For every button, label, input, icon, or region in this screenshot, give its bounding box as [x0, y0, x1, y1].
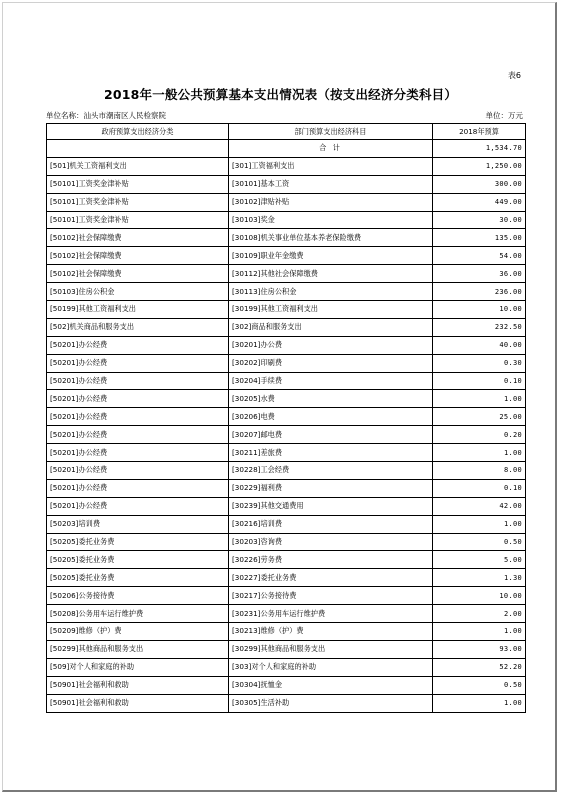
gov-category-cell: [50209]维修（护）费	[47, 623, 229, 641]
gov-category-cell: [50901]社会福利和救助	[47, 676, 229, 694]
amount-cell: 25.00	[433, 408, 526, 426]
amount-cell: 30.00	[433, 211, 526, 229]
amount-cell: 10.00	[433, 587, 526, 605]
table-number: 表6	[507, 71, 521, 80]
amount-cell: 0.10	[433, 372, 526, 390]
gov-category-cell: [50101]工资奖金津补贴	[47, 175, 229, 193]
dept-category-cell: [30207]邮电费	[229, 426, 433, 444]
gov-category-cell: [502]机关商品和服务支出	[47, 318, 229, 336]
table-row	[47, 336, 526, 354]
gov-category-cell: [50201]办公经费	[47, 390, 229, 408]
budget-table	[46, 123, 526, 713]
dept-category-cell: [30102]津贴补贴	[229, 193, 433, 211]
table-row	[47, 426, 526, 444]
header-budget-amount: 2018年预算	[433, 124, 526, 140]
amount-cell: 1,250.00	[433, 157, 526, 175]
gov-category-cell: [50102]社会保障缴费	[47, 265, 229, 283]
table-row	[47, 676, 526, 694]
gov-category-cell: [50203]培训费	[47, 515, 229, 533]
amount-cell: 36.00	[433, 265, 526, 283]
dept-category-cell: [30206]电费	[229, 408, 433, 426]
amount-cell: 300.00	[433, 175, 526, 193]
dept-category-cell: [30217]公务接待费	[229, 587, 433, 605]
page-title: 2018年一般公共预算基本支出情况表（按支出经济分类科目）	[103, 87, 458, 102]
table-row	[47, 193, 526, 211]
gov-category-cell: [50201]办公经费	[47, 354, 229, 372]
dept-category-cell: [302]商品和服务支出	[229, 318, 433, 336]
total-empty-cell	[47, 140, 229, 158]
amount-cell: 2.00	[433, 605, 526, 623]
dept-category-cell: [30108]机关事业单位基本养老保险缴费	[229, 229, 433, 247]
dept-category-cell: [301]工资福利支出	[229, 157, 433, 175]
table-row	[47, 694, 526, 712]
dept-category-cell: [30211]差旅费	[229, 444, 433, 462]
dept-category-cell: [30213]维修（护）费	[229, 623, 433, 641]
table-row	[47, 515, 526, 533]
table-row	[47, 229, 526, 247]
table-row	[47, 318, 526, 336]
amount-cell: 5.00	[433, 551, 526, 569]
table-row	[47, 408, 526, 426]
table-row	[47, 640, 526, 658]
table-row	[47, 390, 526, 408]
amount-cell: 0.50	[433, 533, 526, 551]
amount-cell: 1.00	[433, 694, 526, 712]
unit-name: 单位名称：汕头市潮南区人民检察院	[46, 111, 166, 120]
unit-label: 单位：万元	[485, 111, 523, 120]
table-row	[47, 497, 526, 515]
dept-category-cell: [30203]咨询费	[229, 533, 433, 551]
gov-category-cell: [50201]办公经费	[47, 444, 229, 462]
amount-cell: 93.00	[433, 640, 526, 658]
gov-category-cell: [50199]其他工资福利支出	[47, 301, 229, 319]
dept-category-cell: [30112]其他社会保障缴费	[229, 265, 433, 283]
dept-category-cell: [30101]基本工资	[229, 175, 433, 193]
amount-cell: 236.00	[433, 283, 526, 301]
table-row	[47, 533, 526, 551]
amount-cell: 1.00	[433, 515, 526, 533]
gov-category-cell: [50201]办公经费	[47, 408, 229, 426]
amount-cell: 8.00	[433, 462, 526, 480]
table-row	[47, 587, 526, 605]
amount-cell: 1.30	[433, 569, 526, 587]
dept-category-cell: [30231]公务用车运行维护费	[229, 605, 433, 623]
table-row	[47, 444, 526, 462]
amount-cell: 10.00	[433, 301, 526, 319]
gov-category-cell: [50103]住房公积金	[47, 283, 229, 301]
gov-category-cell: [50299]其他商品和服务支出	[47, 640, 229, 658]
dept-category-cell: [30113]住房公积金	[229, 283, 433, 301]
amount-cell: 1.00	[433, 444, 526, 462]
gov-category-cell: [50901]社会福利和救助	[47, 694, 229, 712]
table-row	[47, 157, 526, 175]
dept-category-cell: [30239]其他交通费用	[229, 497, 433, 515]
amount-cell: 1.00	[433, 623, 526, 641]
amount-cell: 40.00	[433, 336, 526, 354]
amount-cell: 135.00	[433, 229, 526, 247]
gov-category-cell: [50102]社会保障缴费	[47, 229, 229, 247]
dept-category-cell: [30202]印刷费	[229, 354, 433, 372]
gov-category-cell: [50201]办公经费	[47, 336, 229, 354]
amount-cell: 0.10	[433, 479, 526, 497]
table-row	[47, 569, 526, 587]
dept-category-cell: [303]对个人和家庭的补助	[229, 658, 433, 676]
dept-category-cell: [30204]手续费	[229, 372, 433, 390]
total-amount: 1,534.70	[433, 140, 526, 158]
dept-category-cell: [30304]抚恤金	[229, 676, 433, 694]
gov-category-cell: [50201]办公经费	[47, 372, 229, 390]
amount-cell: 42.00	[433, 497, 526, 515]
gov-category-cell: [50205]委托业务费	[47, 569, 229, 587]
total-label: 合 计	[229, 140, 433, 158]
amount-cell: 52.20	[433, 658, 526, 676]
gov-category-cell: [501]机关工资福利支出	[47, 157, 229, 175]
table-row	[47, 354, 526, 372]
gov-category-cell: [50208]公务用车运行维护费	[47, 605, 229, 623]
gov-category-cell: [50206]公务接待费	[47, 587, 229, 605]
amount-cell: 0.50	[433, 676, 526, 694]
dept-category-cell: [30216]培训费	[229, 515, 433, 533]
gov-category-cell: [509]对个人和家庭的补助	[47, 658, 229, 676]
gov-category-cell: [50201]办公经费	[47, 462, 229, 480]
dept-category-cell: [30201]办公费	[229, 336, 433, 354]
table-row	[47, 175, 526, 193]
gov-category-cell: [50205]委托业务费	[47, 533, 229, 551]
dept-category-cell: [30109]职业年金缴费	[229, 247, 433, 265]
gov-category-cell: [50201]办公经费	[47, 426, 229, 444]
table-row	[47, 658, 526, 676]
table-row	[47, 283, 526, 301]
header-gov-category: 政府预算支出经济分类	[47, 124, 229, 140]
table-row	[47, 479, 526, 497]
table-row	[47, 301, 526, 319]
table-header-row	[47, 124, 526, 140]
table-row	[47, 462, 526, 480]
table-row	[47, 211, 526, 229]
dept-category-cell: [30205]水费	[229, 390, 433, 408]
amount-cell: 0.30	[433, 354, 526, 372]
header-dept-category: 部门预算支出经济科目	[229, 124, 433, 140]
table-row	[47, 372, 526, 390]
dept-category-cell: [30228]工会经费	[229, 462, 433, 480]
amount-cell: 0.20	[433, 426, 526, 444]
table-row	[47, 265, 526, 283]
gov-category-cell: [50205]委托业务费	[47, 551, 229, 569]
dept-category-cell: [30226]劳务费	[229, 551, 433, 569]
total-row	[47, 140, 526, 158]
dept-category-cell: [30229]福利费	[229, 479, 433, 497]
table-row	[47, 605, 526, 623]
table-row	[47, 623, 526, 641]
dept-category-cell: [30199]其他工资福利支出	[229, 301, 433, 319]
table-row	[47, 551, 526, 569]
amount-cell: 1.00	[433, 390, 526, 408]
gov-category-cell: [50201]办公经费	[47, 497, 229, 515]
gov-category-cell: [50101]工资奖金津补贴	[47, 211, 229, 229]
gov-category-cell: [50101]工资奖金津补贴	[47, 193, 229, 211]
amount-cell: 54.00	[433, 247, 526, 265]
gov-category-cell: [50102]社会保障缴费	[47, 247, 229, 265]
gov-category-cell: [50201]办公经费	[47, 479, 229, 497]
dept-category-cell: [30305]生活补助	[229, 694, 433, 712]
dept-category-cell: [30103]奖金	[229, 211, 433, 229]
amount-cell: 232.50	[433, 318, 526, 336]
amount-cell: 449.00	[433, 193, 526, 211]
dept-category-cell: [30299]其他商品和服务支出	[229, 640, 433, 658]
table-row	[47, 247, 526, 265]
dept-category-cell: [30227]委托业务费	[229, 569, 433, 587]
